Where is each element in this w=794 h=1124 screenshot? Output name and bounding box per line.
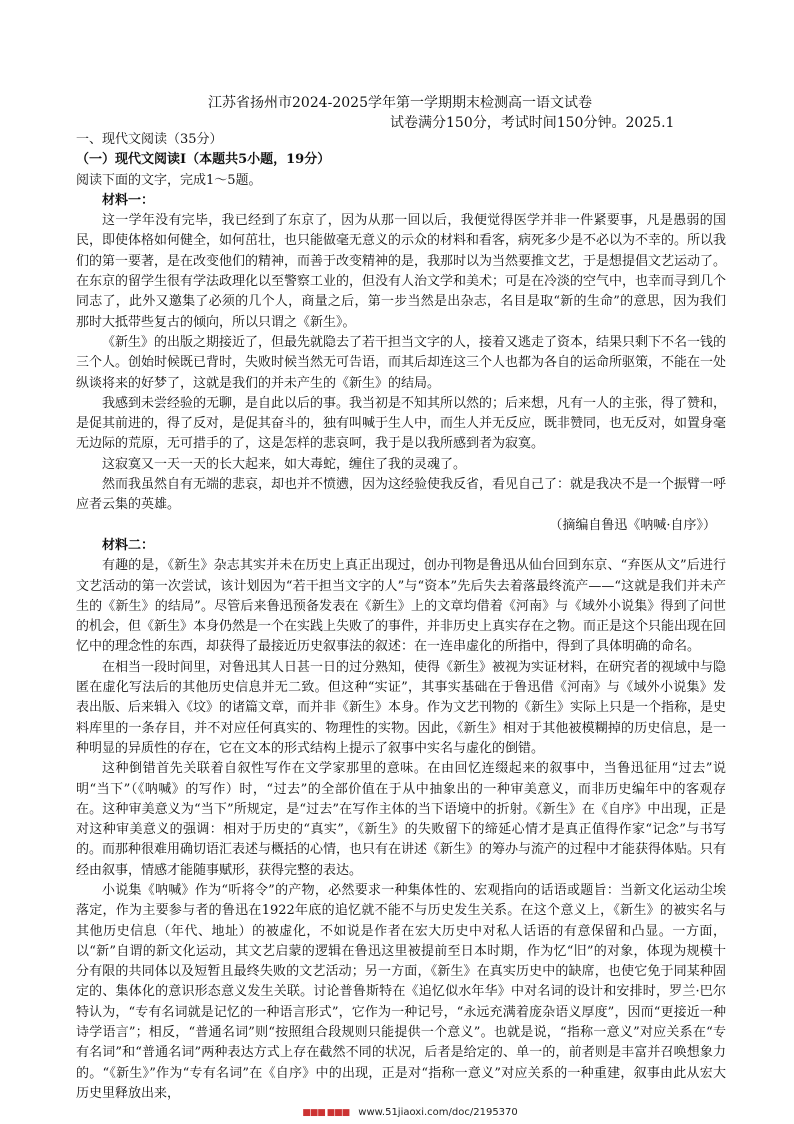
material-1-label: 材料一： <box>102 192 155 208</box>
title-line-2: 试卷满分150分，考试时间150分钟。2025.1 <box>390 115 675 131</box>
material-1-paragraph: 这寂寞又一天一天的长大起来，如大毒蛇，缠住了我的灵魂了。 <box>102 456 467 472</box>
document-body <box>76 130 726 1104</box>
footer-watermark <box>290 1107 530 1118</box>
footer-url[interactable]: www.51jiaoxi.com/doc/2195370 <box>358 1107 518 1118</box>
footer-logo-dots: ■■■ ■■■ <box>302 1108 350 1118</box>
material-2-paragraph: 这种倒错首先关联着自叙性写作在文学家那里的意味。在由回忆连缀起来的叙事中，当鲁迅征用“过去”说明“当下”（《呐喊》的写作）时，“过去”的全部价值在于从中抽象出的一种审美意义，而非历史编年中的客观存在。这种审美意义为“当下”所规定，是“过去”在写作主体的当下语境中的折射。《新生》在《自序》中出现，正是对这种审美意义的强调：相对于历史的“真实”，《新生》的失败留下的缔延心情才是真正值得作家“记念”与书写的。而那种很难用确切语汇表述与概括的心情，也只有在讲述《新生》的筹办与流产的过程中才能获得体贴。只有经由叙事，情感才能随事赋形，获得完整的表达。 <box>76 761 727 878</box>
material-2-paragraph: 小说集《呐喊》作为“听将令”的产物，必然要求一种集体性的、宏观指向的话语或题旨：当新文化运动尘埃落定，作为主要参与者的鲁迅在1922年底的追忆就不能不与历史发生关系。在这个意义上，《新生》的被实名与其他历史信息（年代、地址）的被虚化，不如说是作者在宏大历史中对私人话语的有意保留和凸显。一方面，以“新”自谓的新文化运动，其文艺启蒙的逻辑在鲁迅这里被提前至日本时期，作为忆“旧”的对象，体现为规模十分有限的共同体以及短暂且最终失败的文艺活动；另一方面，《新生》在真实历史中的缺席，也使它免于同某种固定的、集体化的意识形态意义发生关联。讨论普鲁斯特在《追忆似水年华》中对名词的设计和安排时，罗兰·巴尔特认为，“专有名词就是记忆的一种语言形式”，它作为一种记号，“永远充满着庞杂语义厚度”，因而“更接近一种诗学语言”；相反，“普通名词”则“按照组合段规则只能提供一个意义”。也就是说，“指称一意义”对应关系在“专有名词”和“普通名词”两种表达方式上存在截然不同的状况，后者是给定的、单一的，前者则是丰富并召唤想象力的。“《新生》”作为“专有名词”在《自序》中的出现，正是对“指称一意义”对应关系的一种重建，叙事由此从宏大历史里释放出来， <box>76 882 726 1101</box>
material-1-paragraph: 这一学年没有完毕，我已经到了东京了，因为从那一回以后，我便觉得医学并非一件紧要事，凡是愚弱的国民，即使体格如何健全，如何茁壮，也只能做毫无意义的示众的材料和看客，病死多少是不必以为不幸的。所以我们的第一要著，是在改变他们的精神，而善于改变精神的是，我那时以为当然要推文艺，于是想提倡文艺运动了。在东京的留学生很有学法政理化以至警察工业的，但没有人治文学和美术；可是在冷淡的空气中，也幸而寻到几个同志了，此外又邀集了必须的几个人，商量之后，第一步当然是出杂志，名目是取“新的生命”的意思，因为我们那时大抵带些复古的倾向，所以只谓之《新生》。 <box>76 213 727 330</box>
material-2-paragraph: 有趣的是，《新生》杂志其实并未在历史上真正出现过，创办刊物是鲁迅从仙台回到东京、“弃医从文”后进行文艺活动的第一次尝试，该计划因为“若干担当文字的人”与“资本”先后失去着落最终流产——“这就是我们并未产生的《新生》的结局”。尽管后来鲁迅预备发表在《新生》上的文章均借着《河南》与《域外小说集》得到了问世的机会，但《新生》本身仍然是一个在实践上失败了的事件，并非历史上真实存在之物。而正是这个只能出现在回忆中的理念性的东西，却获得了最接近历史叙事法的叙述：在一连串虚化的所指中，得到了具体明确的命名。 <box>76 558 727 655</box>
section-subheading: （一）现代文阅读I（本题共5小题，19分） <box>76 152 331 168</box>
reading-instruction: 阅读下面的文字，完成1～5题。 <box>76 172 262 188</box>
material-2-paragraph: 在相当一段时间里，对鲁迅其人日甚一日的过分熟知，使得《新生》被视为实证材料，在研究者的视域中与隐匿在虚化写法后的其他历史信息并无二致。但这种“实证”，其事实基础在于鲁迅借《河南》与《域外小说集》发表出版、后来辑入《坟》的诸篇文章，而并非《新生》本身。作为文艺刊物的《新生》实际上只是一个指称，是史料库里的一条存目，并不对应任何真实的、物理性的实物。因此，《新生》相对于其他被模糊掉的历史信息，是一种明显的异质性的存在，它在文本的形式结构上提示了叙事中实名与虚化的倒错。 <box>76 659 727 756</box>
material-2-label: 材料二： <box>102 537 155 553</box>
document-title <box>180 93 675 133</box>
material-1-source: （摘编自鲁迅《呐喊·自序》） <box>549 517 716 533</box>
material-1-paragraph: 我感到未尝经验的无聊，是自此以后的事。我当初是不知其所以然的；后来想，凡有一人的主张，得了赞和，是促其前进的，得了反对，是促其奋斗的，独有叫喊于生人中，而生人并无反应，既非赞同，也无反对，如置身毫无边际的荒原，无可措手的了，这是怎样的悲哀呵，我于是以我所感到者为寂寞。 <box>76 395 727 452</box>
title-line-1: 江苏省扬州市2024-2025学年第一学期期末检测高一语文试卷 <box>208 95 592 111</box>
material-1-paragraph: 《新生》的出版之期接近了，但最先就隐去了若干担当文字的人，接着又逃走了资本，结果只剩下不名一钱的三个人。创始时候既已背时，失败时候当然无可告语，而其后却连这三个人也都为各自的运命所驱策，不能在一处纵谈将来的好梦了，这就是我们的并未产生的《新生》的结局。 <box>76 334 727 391</box>
material-1-paragraph: 然而我虽然自有无端的悲哀，却也并不愤懑，因为这经验使我反省，看见自己了：就是我决不是一个振臂一呼应者云集的英雄。 <box>76 477 727 513</box>
section-heading: 一、现代文阅读（35分） <box>76 132 223 147</box>
